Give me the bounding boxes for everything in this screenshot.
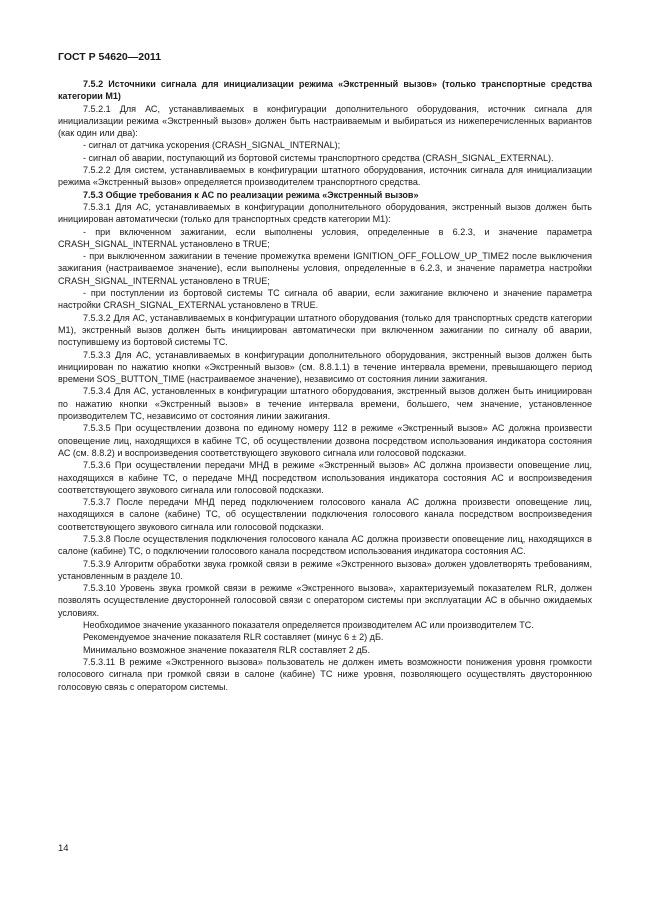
body-paragraph: - при включенном зажигании, если выполнены условия, определенные в 6.2.3, и значение параметра CRASH_SIGNAL_INTERNAL установлено в TRUE;	[58, 226, 592, 249]
body-paragraph: 7.5.3.6 При осуществлении передачи МНД в режиме «Экстренный вызов» АС должна произвести оповещение лиц, находящихся в кабине ТС, о передаче МНД посредством использования индикатора состояния АС и воспроизведения соответствующего звукового сигнала или голосовой подсказки.	[58, 460, 592, 495]
section-heading: 7.5.2 Источники сигнала для инициализации режима «Экстренный вызов» (только транспортные средства категории M1)	[58, 79, 592, 102]
body-paragraph: 7.5.3.7 После передачи МНД перед подключением голосового канала АС должна произвести оповещение лиц, находящихся в салоне (кабине) ТС, об осуществлении подключения голосового канала посредством воспроизведения соответствующего звукового сигнала или голосовой подсказки.	[58, 497, 592, 532]
body-paragraph: - сигнал от датчика ускорения (CRASH_SIGNAL_INTERNAL);	[83, 140, 341, 151]
body-paragraph: 7.5.2.1 Для АС, устанавливаемых в конфигурации дополнительного оборудования, источник сигнала для инициализации режима «Экстренный вызов» должен быть настраиваемым и выбираться из нижеперечисленных вариантов (как один или два):	[58, 103, 592, 139]
body-paragraph: Минимально возможное значение показателя RLR составляет 2 дБ.	[83, 644, 371, 655]
body-paragraph: 7.5.3.11 В режиме «Экстренного вызова» пользователь не должен иметь возможности понижения уровня громкости голосового сигнала при громкой связи в салоне (кабине) ТС ниже уровня, позволяющего осуществлять двустороннюю голосовую связь с оператором системы.	[58, 656, 592, 692]
body-paragraph: 7.5.3.2 Для АС, устанавливаемых в конфигурации штатного оборудования (только для транспортных средств категории M1), экстренный вызов должен быть инициирован автоматически при включенном зажигании по сигналу об аварии, поступившему из бортовой системы ТС.	[58, 312, 592, 348]
section-heading: 7.5.3 Общие требования к АС по реализации режима «Экстренный вызов»	[83, 189, 419, 200]
page-number: 14	[58, 843, 69, 854]
body-paragraph: 7.5.3.5 При осуществлении дозвона по единому номеру 112 в режиме «Экстренный вызов» АС должна произвести оповещение лиц, находящихся в кабине ТС, об осуществлении дозвона посредством использования индикатора состояния АС (см. 8.8.2) и воспроизведения соответствующего звукового сигнала или голосовой подсказки.	[58, 423, 592, 458]
body-paragraph: Необходимое значение указанного показателя определяется производителем АС или производителем ТС.	[83, 620, 534, 631]
document-header: ГОСТ Р 54620—2011	[58, 51, 162, 63]
body-paragraph: Рекомендуемое значение показателя RLR составляет (минус 6 ± 2) дБ.	[83, 632, 384, 643]
body-paragraph: 7.5.3.9 Алгоритм обработки звука громкой связи в режиме «Экстренного вызова» должен удовлетворять требованиям, установленным в разделе 10.	[58, 558, 592, 581]
body-paragraph: - при поступлении из бортовой системы ТС сигнала об аварии, если зажигание включено и значение параметра настройки CRASH_SIGNAL_EXTERNAL установлено в TRUE.	[58, 288, 592, 311]
document-body	[58, 78, 592, 693]
body-paragraph: 7.5.3.10 Уровень звука громкой связи в режиме «Экстренного вызова», характеризуемый показателем RLR, должен позволять осуществление двусторонней голосовой связи с оператором системы при эксплуатации АС в обычно ожидаемых условиях.	[58, 583, 592, 618]
body-paragraph: - при выключенном зажигании в течение промежутка времени IGNITION_OFF_FOLLOW_UP_TIME2 после выключения зажигания (настраиваемое значение), если выполнены условия, определенные в 6.2.3, и значение параметра настройки CRASH_SIGNAL_INTERNAL установлено в TRUE;	[58, 251, 592, 286]
body-paragraph: 7.5.3.4 Для АС, установленных в конфигурации штатного оборудования, экстренный вызов должен быть инициирован по нажатию кнопки «Экстренный вызов» в течение интервала времени, большего, чем значение, установленное производителем ТС, независимо от состояния линии зажигания.	[58, 386, 592, 422]
body-paragraph: 7.5.2.2 Для систем, устанавливаемых в конфигурации штатного оборудования, источник сигнала для инициализации режима «Экстренный вызов» определяется производителем транспортного средства.	[58, 165, 592, 188]
body-paragraph: 7.5.3.1 Для АС, устанавливаемых в конфигурации дополнительного оборудования, экстренный вызов должен быть инициирован автоматически (только для транспортных средств категории M1):	[58, 201, 592, 225]
body-paragraph: - сигнал об аварии, поступающий из бортовой системы транспортного средства (CRASH_SIGNAL_EXTERNAL).	[83, 152, 554, 163]
body-paragraph: 7.5.3.3 Для АС, устанавливаемых в конфигурации дополнительного оборудования, экстренный вызов должен быть инициирован по нажатию кнопки «Экстренный вызов» (см. 8.8.1.1) в течение интервала времени, превышающего период времени SOS_BUTTON_TIME (настраиваемое значение), независимо от состояния линии зажигания.	[58, 349, 592, 385]
body-paragraph: 7.5.3.8 После осуществления подключения голосового канала АС должна произвести оповещение лиц, находящихся в салоне (кабине) ТС, о подключении голосового канала посредством использования индикатора состояния АС.	[58, 533, 592, 557]
